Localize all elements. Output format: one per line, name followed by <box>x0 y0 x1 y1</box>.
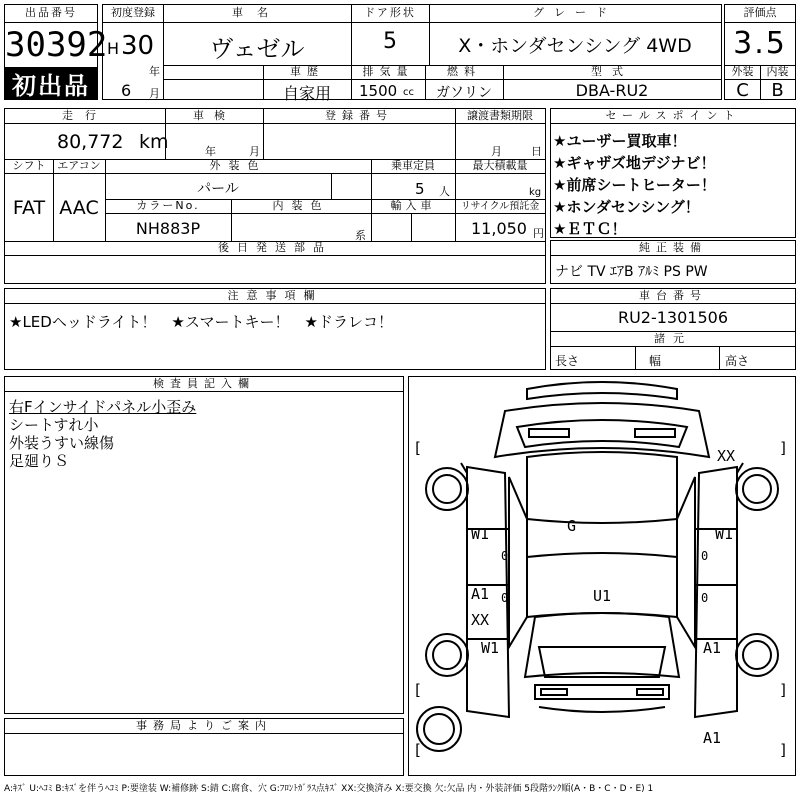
inspection-label: 車検 <box>193 109 235 122</box>
doors-label: ドア形状 <box>364 6 416 19</box>
legend: A:ｷｽﾞ U:ﾍｺﾐ B:ｷｽﾞを伴うﾍｺﾐ P:要塗装 W:補修跡 S:錆 C:腐食、穴 G:ﾌﾛﾝﾄｶﾞﾗｽ点ｷｽﾞ XX:交換済み X:要交換 欠:欠品 内・外装評価 5段階ﾗﾝｸ順(A・B・C・D・E) 1 <box>4 784 654 794</box>
color-no-label: カラーNo. <box>136 199 200 212</box>
chassis-label: 車台番号 <box>639 289 707 302</box>
car-diagram <box>408 376 796 776</box>
history: 自家用 <box>282 84 331 103</box>
recycle: 11,050 <box>471 219 527 238</box>
import-label: 輸入車 <box>390 199 436 212</box>
transfer-month-unit: 月 <box>491 145 502 158</box>
sales-points-box <box>550 108 796 238</box>
car-outline-svg <box>409 377 795 775</box>
recycle-label: リサイクル預託金 <box>460 201 540 212</box>
mileage-label: 走行 <box>62 109 108 122</box>
inspector-box <box>4 376 404 714</box>
mark-rear-bumper: A1 <box>703 729 722 747</box>
recycle-unit: 円 <box>533 227 544 240</box>
model-code: DBA-RU2 <box>575 81 649 100</box>
mark-right-front-tire: XX <box>717 447 736 465</box>
inspector-line-1: 右Fインサイドパネル小歪み <box>9 398 197 416</box>
grade: X・ホンダセンシング 4WD <box>458 35 692 57</box>
header-grid <box>102 4 722 103</box>
bracket-right-front: ] <box>779 439 789 457</box>
mark-right-rear-quarter: A1 <box>703 639 722 657</box>
fuel-label: 燃料 <box>447 65 481 78</box>
inspector-line-3: 外装うすい線傷 <box>9 434 115 452</box>
displacement-label: 排気量 <box>362 65 414 78</box>
ac-label: エアコン <box>57 159 101 172</box>
int-color-label: 内装色 <box>272 199 330 212</box>
length-label: 長さ <box>555 354 580 368</box>
reg-year: 30 <box>121 31 155 61</box>
notes-box <box>4 288 546 370</box>
mark-roof: U1 <box>593 587 612 605</box>
grade-label: グレード <box>533 6 617 19</box>
transfer-day-unit: 日 <box>531 145 542 158</box>
bracket-left-front: [ <box>413 439 423 457</box>
sales-point-3: ★前席シートヒーター！ <box>553 176 716 194</box>
bracket-left-rear: [ <box>413 681 423 699</box>
sales-point-2: ★ギャザズ地デジナビ！ <box>553 154 716 172</box>
car-name: ヴェゼル <box>209 35 305 63</box>
mark-left-rear-door-xx: XX <box>471 611 490 629</box>
office-box <box>4 718 404 776</box>
exterior-grade-label: 外装 <box>731 65 754 78</box>
sales-point-4: ★ホンダセンシング！ <box>553 198 700 216</box>
first-reg-label: 初度登録 <box>111 6 155 19</box>
shift: FAT <box>12 197 46 219</box>
color-no: NH883P <box>135 219 201 238</box>
mark-left-rear-door: A1 <box>471 585 490 603</box>
lot-number-box <box>4 4 108 100</box>
sales-points-label: セールスポイント <box>605 109 741 122</box>
office-label: 事務局よりご案内 <box>136 719 272 732</box>
later-parts-label: 後日発送部品 <box>218 241 332 254</box>
mileage: 80,772 <box>57 131 124 153</box>
int-color-unit: 系 <box>355 229 366 242</box>
bracket-left-spare: [ <box>413 741 423 759</box>
capacity-unit: 人 <box>439 185 450 198</box>
shift-label: シフト <box>12 159 46 172</box>
width-label: 幅 <box>649 354 662 368</box>
score: 3.5 <box>733 26 787 61</box>
ext-color: パール <box>197 181 239 197</box>
chassis-number: RU2-1301506 <box>617 308 729 327</box>
specs-grid <box>4 108 546 284</box>
score-label: 評価点 <box>743 6 777 19</box>
max-load-unit: kg <box>529 187 542 198</box>
bracket-right-spare: ] <box>779 741 789 759</box>
lot-number: 30392 <box>5 25 108 65</box>
era: H <box>107 39 120 58</box>
max-load-label: 最大積載量 <box>472 159 528 172</box>
displacement: 1500 <box>359 82 398 100</box>
lot-number-label: 出品番号 <box>25 6 77 19</box>
dims-label: 諸元 <box>654 332 692 345</box>
interior-grade: B <box>771 80 784 101</box>
equipment-items: ナビ TV ｴｱB ｱﾙﾐ PS PW <box>555 264 708 280</box>
first-listing-text: 初出品 <box>12 71 90 100</box>
sales-point-1: ★ユーザー買取車！ <box>553 132 687 150</box>
score-box <box>724 4 796 100</box>
sales-point-5: ★ＥＴＣ！ <box>553 220 627 238</box>
displacement-unit: cc <box>403 87 414 98</box>
interior-grade-label: 内装 <box>766 65 789 78</box>
doors: 5 <box>383 29 397 54</box>
inspection-month-unit: 月 <box>249 145 260 158</box>
reg-month: 6 <box>121 81 132 100</box>
mark-left-front-door-sub: 0 <box>501 549 509 563</box>
mileage-unit: km <box>139 131 169 153</box>
ac: AAC <box>59 197 99 219</box>
car-name-label: 車名 <box>232 6 282 19</box>
equipment-box <box>550 240 796 284</box>
mark-left-rear-quarter: W1 <box>481 639 500 657</box>
model-code-label: 型式 <box>591 65 633 78</box>
bracket-right-rear: ] <box>779 681 789 699</box>
reg-number-label: 登録番号 <box>325 109 393 122</box>
first-listing-badge <box>5 67 97 99</box>
exterior-grade: C <box>736 80 749 101</box>
chassis-box <box>550 288 796 370</box>
mark-right-rear-door-sub: 0 <box>701 591 709 605</box>
transfer-doc-label: 譲渡書類期限 <box>467 109 533 122</box>
mark-left-front-door: W1 <box>471 525 490 543</box>
inspector-line-4: 足廻りＳ <box>9 452 70 470</box>
capacity: 5 <box>415 180 425 198</box>
mark-left-rear-door-sub: 0 <box>501 591 509 605</box>
ext-color-label: 外装色 <box>209 159 267 172</box>
reg-year-unit: 年 <box>149 65 160 78</box>
inspection-year-unit: 年 <box>205 145 216 158</box>
notes-text: ★LEDヘッドライト！ ★スマートキー！ ★ドラレコ！ <box>9 313 393 331</box>
mark-right-front-door: W1 <box>715 525 734 543</box>
inspector-line-2: シートすれ小 <box>9 416 99 434</box>
notes-label: 注意事項欄 <box>227 289 323 302</box>
reg-month-unit: 月 <box>149 87 160 100</box>
capacity-label: 乗車定員 <box>391 159 435 172</box>
mark-right-front-door-sub: 0 <box>701 549 709 563</box>
equipment-label: 純正装備 <box>639 241 707 254</box>
fuel: ガソリン <box>436 85 492 101</box>
mark-windshield: G <box>567 517 577 535</box>
history-label: 車歴 <box>290 65 324 78</box>
height-label: 高さ <box>725 354 750 368</box>
inspector-label: 検査員記入欄 <box>153 377 255 390</box>
